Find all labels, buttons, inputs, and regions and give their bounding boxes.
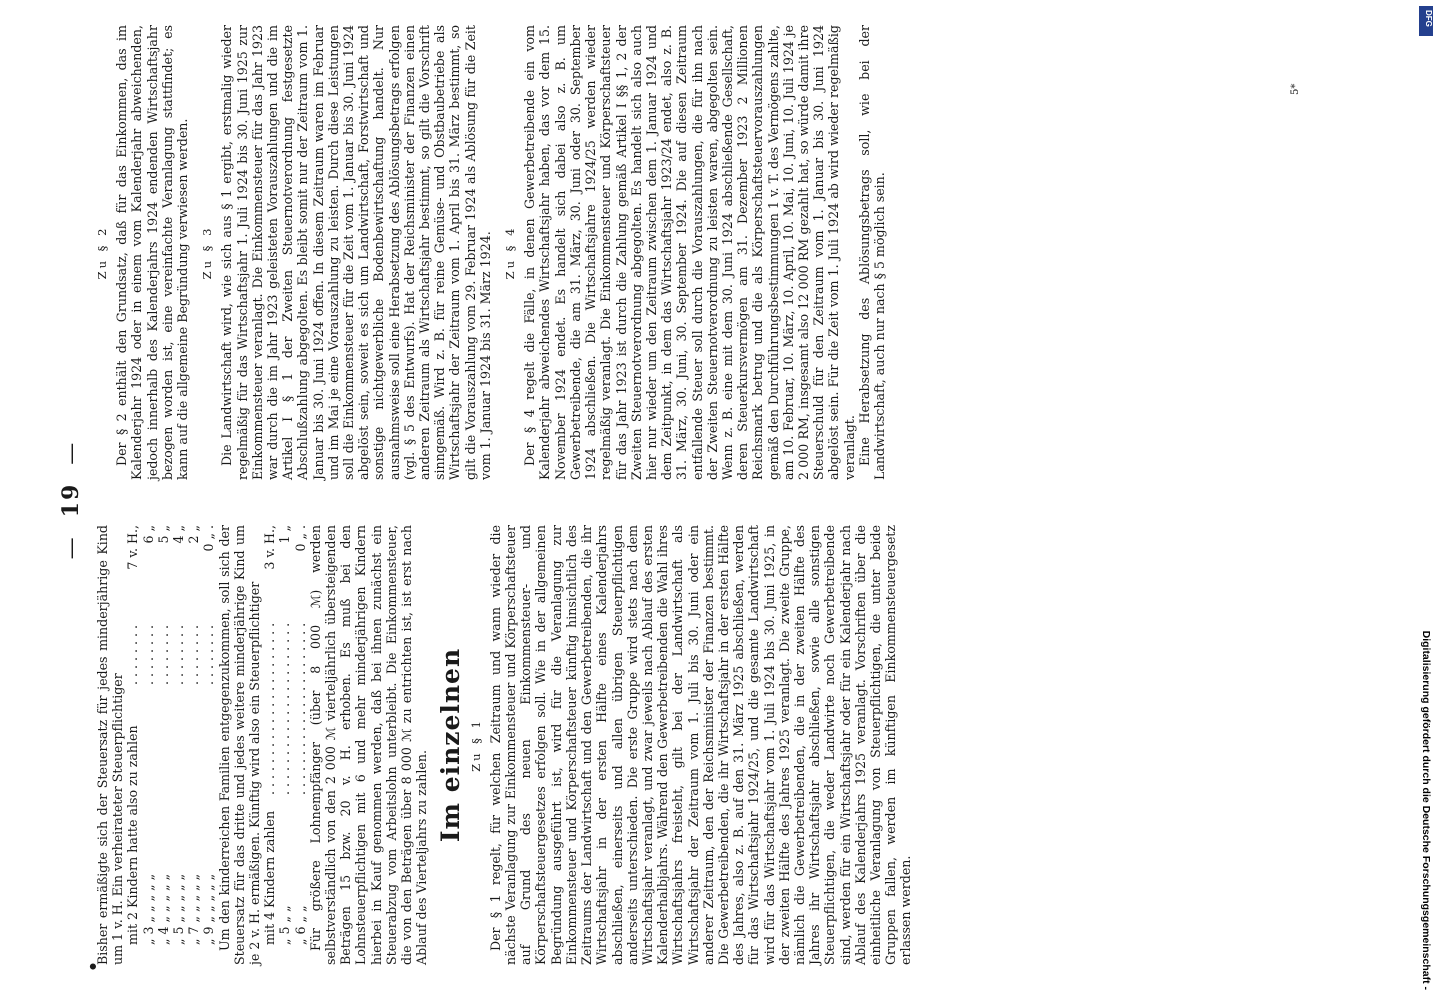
rate-row: „ 3 „ „ „ „ „ . . . . . . . . 6 „ xyxy=(140,525,156,945)
rate-row: „ 5 „ „ . . . . . . . . . . . . . . . . . . . . . . 1 „ xyxy=(277,525,293,945)
digitization-credit: Digitalisierung gefördert durch die Deutsche Forschungsgemeinschaft - xyxy=(1420,630,1432,990)
rate-row: mit 2 Kindern hatte also zu zahlen . . . . . . . . 7 v. H., xyxy=(125,525,141,945)
left-column xyxy=(95,525,914,965)
rate-row: „ 5 „ „ „ „ „ . . . . . . . . 4 „ xyxy=(171,525,187,945)
rate-row: „ 6 „ „ . . . . . . . . . . . . . . . . . . . . . . 0 „ . xyxy=(292,525,308,945)
section-heading-s1: Zu § 1 xyxy=(468,718,483,772)
rate-row: mit 4 Kindern zahlen . . . . . . . . . . . . . . . . . . . . . . 3 v. H., xyxy=(262,525,278,945)
section-heading-s2: Zu § 2 xyxy=(95,225,109,280)
intro-paragraph: Bisher ermäßigte sich der Steuersatz für jedes minderjährige Kind um 1 v. H. Ein verheirateter Steuerpflichtiger xyxy=(95,525,126,965)
paragraph-s3: Die Landwirtschaft wird, wie sich aus § 1 ergibt, erstmalig wieder regelmäßig für das Wirtschaftsjahr 1. Juli 1924 bis 30. Juni 1925 zur Einkommensteuer veranlagt. Die Einkommensteuer für das Jahr 1923 war durch die im Jahr 1923 geleisteten Vorauszahlungen und die im Artikel I § 1 der Zweiten Steuernotverordnung festgesetzte Abschlußzahlung abgegolten. Es bleibt somit nur der Zeitraum vom 1. Januar bis 30. Juni 1924 offen. In diesem Zeitraum waren im Februar und im Mai je eine Vorauszahlung zu leisten. Durch diese Leistungen soll die Einkommensteuer für die Zeit vom 1. Januar bis 30. Juni 1924 abgelöst sein, soweit es sich um Landwirtschaft, Forstwirtschaft und sonstige nichtgewerbliche Bodenbewirtschaftung handelt. Nur ausnahmsweise soll eine Herabsetzung des Ablösungsbetrags erfolgen (vgl. § 5 des Entwurfs). Hat der Reichsminister der Finanzen einen anderen Zeitraum als Wirtschaftsjahr bestimmt, so gilt die Vorschrift sinngemäß. Wird z. B. für reine Gemüse- und Obstbaubetriebe als Wirtschaftsjahr der Zeitraum vom 1. April bis 31. März bestimmt, so gilt die Vorauszahlung vom 29. Februar 1924 als Ablösung für die Zeit vom 1. Januar 1924 bis 31. März 1924. xyxy=(219,25,493,480)
paragraph-wage-earners: Für größere Lohnempfänger (über 8 000 ℳ) werden selbstverständlich von den 2 000 ℳ vierteljährlich übersteigenden Beträgen 15 bzw. 20 v. H. erhoben. Es muß bei den Lohnsteuerpflichtigen mit 6 und mehr minderjährigen Kindern hierbei in Kauf genommen werden, daß bei ihnen zunächst ein Steuerabzug vom Arbeitslohn unterbleibt. Die Einkommensteuer, die von den Beträgen über 8 000 ℳ zu entrichten ist, ist erst nach Ablauf des Vierteljahrs zu zahlen. xyxy=(307,525,430,965)
signature-mark: 5* xyxy=(1290,83,1301,95)
rate-table-current xyxy=(125,525,216,965)
section-heading-s4: Zu § 4 xyxy=(503,225,518,280)
section-heading-s3: Zu § 3 xyxy=(200,225,215,280)
paragraph-s2: Der § 2 enthält den Grundsatz, daß für das Einkommen, das im Kalenderjahr 1924 oder in einem vom Kalenderjahr abweichenden, jedoch innerhalb des Kalenderjahrs 1924 endenden Wirtschaftsjahr bezogen worden ist, eine vereinfachte Veranlagung stattfindet; es kann auf die allgemeine Begründung verwiesen werden. xyxy=(114,25,191,480)
rate-table-new xyxy=(262,525,308,965)
right-column xyxy=(95,25,887,480)
page-number-header xyxy=(58,0,84,1000)
paragraph-s4: Der § 4 regelt die Fälle, in denen Gewerbetreibende ein vom Kalenderjahr abweichendes Wirtschaftsjahr haben, das vor dem 15. November 1924 endet. Es handelt sich dabei also z. B. um Gewerbetreibende, die am 31. März, 30. Juni oder 30. September 1924 abschließen. Die Wirtschaftsjahre 1924/25 werden wieder regelmäßig veranlagt. Die Einkommensteuer und Körperschaftsteuer für das Jahr 1923 ist durch die Zahlung gemäß Artikel I §§ 1, 2 der Zweiten Steuernotverordnung abgegolten. Es handelt sich also auch hier nur wieder um den Zeitraum zwischen dem 1. Januar 1924 und dem Zeitpunkt, in dem das Wirtschaftsjahr 1923/24 endet, also z. B. 31. März, 30. Juni, 30. September 1924. Die auf diesen Zeitraum entfallende Steuer soll durch die Vorauszahlungen, die für ihn nach der Zweiten Steuernotverordnung zu leisten waren, abgegolten sein. Wenn z. B. eine mit dem 30. Juni 1924 abschließende Gesellschaft, deren Steuerkursvermögen am 31. Dezember 1923 2 Millionen Reichsmark betrug und die als Körperschaftsteuervorauszahlungen gemäß den Durchführungsbestimmungen 1 v. T. des Vermögens zahlte, am 10. Februar, 10. März, 10. April, 10. Mai, 10. Juni, 10. Juli 1924 je 2 000 RM, insgesamt also 12 000 RM gezahlt hat, so würde damit ihre Steuerschuld für den Zeitraum vom 1. Januar bis 30. Juni 1924 abgelöst sein. Für die Zeit vom 1. Juli 1924 ab wird wieder regelmäßig veranlagt. xyxy=(522,25,857,480)
bullet-mark: ● xyxy=(88,963,97,970)
section-heading-main: Im einzelnen xyxy=(436,647,466,843)
dfg-logo: DFG xyxy=(1419,6,1433,36)
paragraph-families: Um den kinderreichen Familien entgegenzukommen, soll sich der Steuersatz für das dritte und jedes weitere minderjährige Kind um je 2 v. H. ermäßigen. Künftig wird also ein Steuerpflichtiger xyxy=(216,525,263,965)
paragraph-s1: Der § 1 regelt, für welchen Zeitraum und wann wieder die nächste Veranlagung zur Einkommensteuer und Körperschaftsteuer auf Grund des neuen Einkommensteuer- und Körperschaftsteuergesetzes erfolgen soll. Wie in der allgemeinen Begründung ausgeführt ist, wird für die Veranlagung zur Einkommensteuer und Körperschaftsteuer künftig hinsichtlich des Zeitraums der Landwirtschaft und den Gewerbetreibenden, die ihr Wirtschaftsjahr in der ersten Hälfte eines Kalenderjahrs abschließen, einerseits und allen übrigen Steuerpflichtigen anderseits unterschieden. Die erste Gruppe wird stets nach dem Wirtschaftsjahr veranlagt, und zwar jeweils nach Ablauf des ersten Kalenderhalbjahrs. Während den Gewerbetreibenden die Wahl ihres Wirtschaftsjahrs freisteht, gilt bei der Landwirtschaft als Wirtschaftsjahr der Zeitraum vom 1. Juli bis 30. Juni oder ein anderer Zeitraum, den der Reichsminister der Finanzen bestimmt. Die Gewerbetreibenden, die ihr Wirtschaftsjahr in der ersten Hälfte des Jahres, also z. B. auf den 31. März 1925 abschließen, werden für das Wirtschaftsjahr 1924/25, und die gesamte Landwirtschaft wird für das Wirtschaftsjahr vom 1. Juli 1924 bis 30. Juni 1925, in der zweiten Hälfte des Jahres 1925 veranlagt. Die zweite Gruppe, nämlich die Gewerbetreibenden, die in der zweiten Hälfte des Jahres ihr Wirtschaftsjahr abschließen, sowie alle sonstigen Steuerpflichtigen, die weder Landwirte noch Gewerbetreibende sind, werden für ein Wirtschaftsjahr oder für ein Kalenderjahr nach Ablauf des Kalenderjahrs 1925 veranlagt. Vorschriften über die einheitliche Veranlagung von Steuerpflichtigen, die unter beide Gruppen fallen, werden im künftigen Einkommensteuergesetz erlassen werden. xyxy=(487,525,914,965)
rate-row: „ 7 „ „ „ „ „ . . . . . . . . 2 „ xyxy=(186,525,202,945)
digitization-credit-strip xyxy=(1418,0,1434,1000)
page-number-dash-right: — xyxy=(59,440,84,483)
page-number-dash-left: — xyxy=(59,517,84,560)
page-number: 19 xyxy=(58,482,84,518)
rate-row: „ 4 „ „ „ „ „ . . . . . . . . 5 „ xyxy=(155,525,171,945)
paragraph-s4b: Eine Herabsetzung des Ablösungsbetrags soll, wie bei der Landwirtschaft, auch nur nach § 5 möglich sein. xyxy=(856,25,887,480)
rate-row: „ 9 „ „ „ „ „ . . . . . . . . 0 „ . xyxy=(201,525,217,945)
